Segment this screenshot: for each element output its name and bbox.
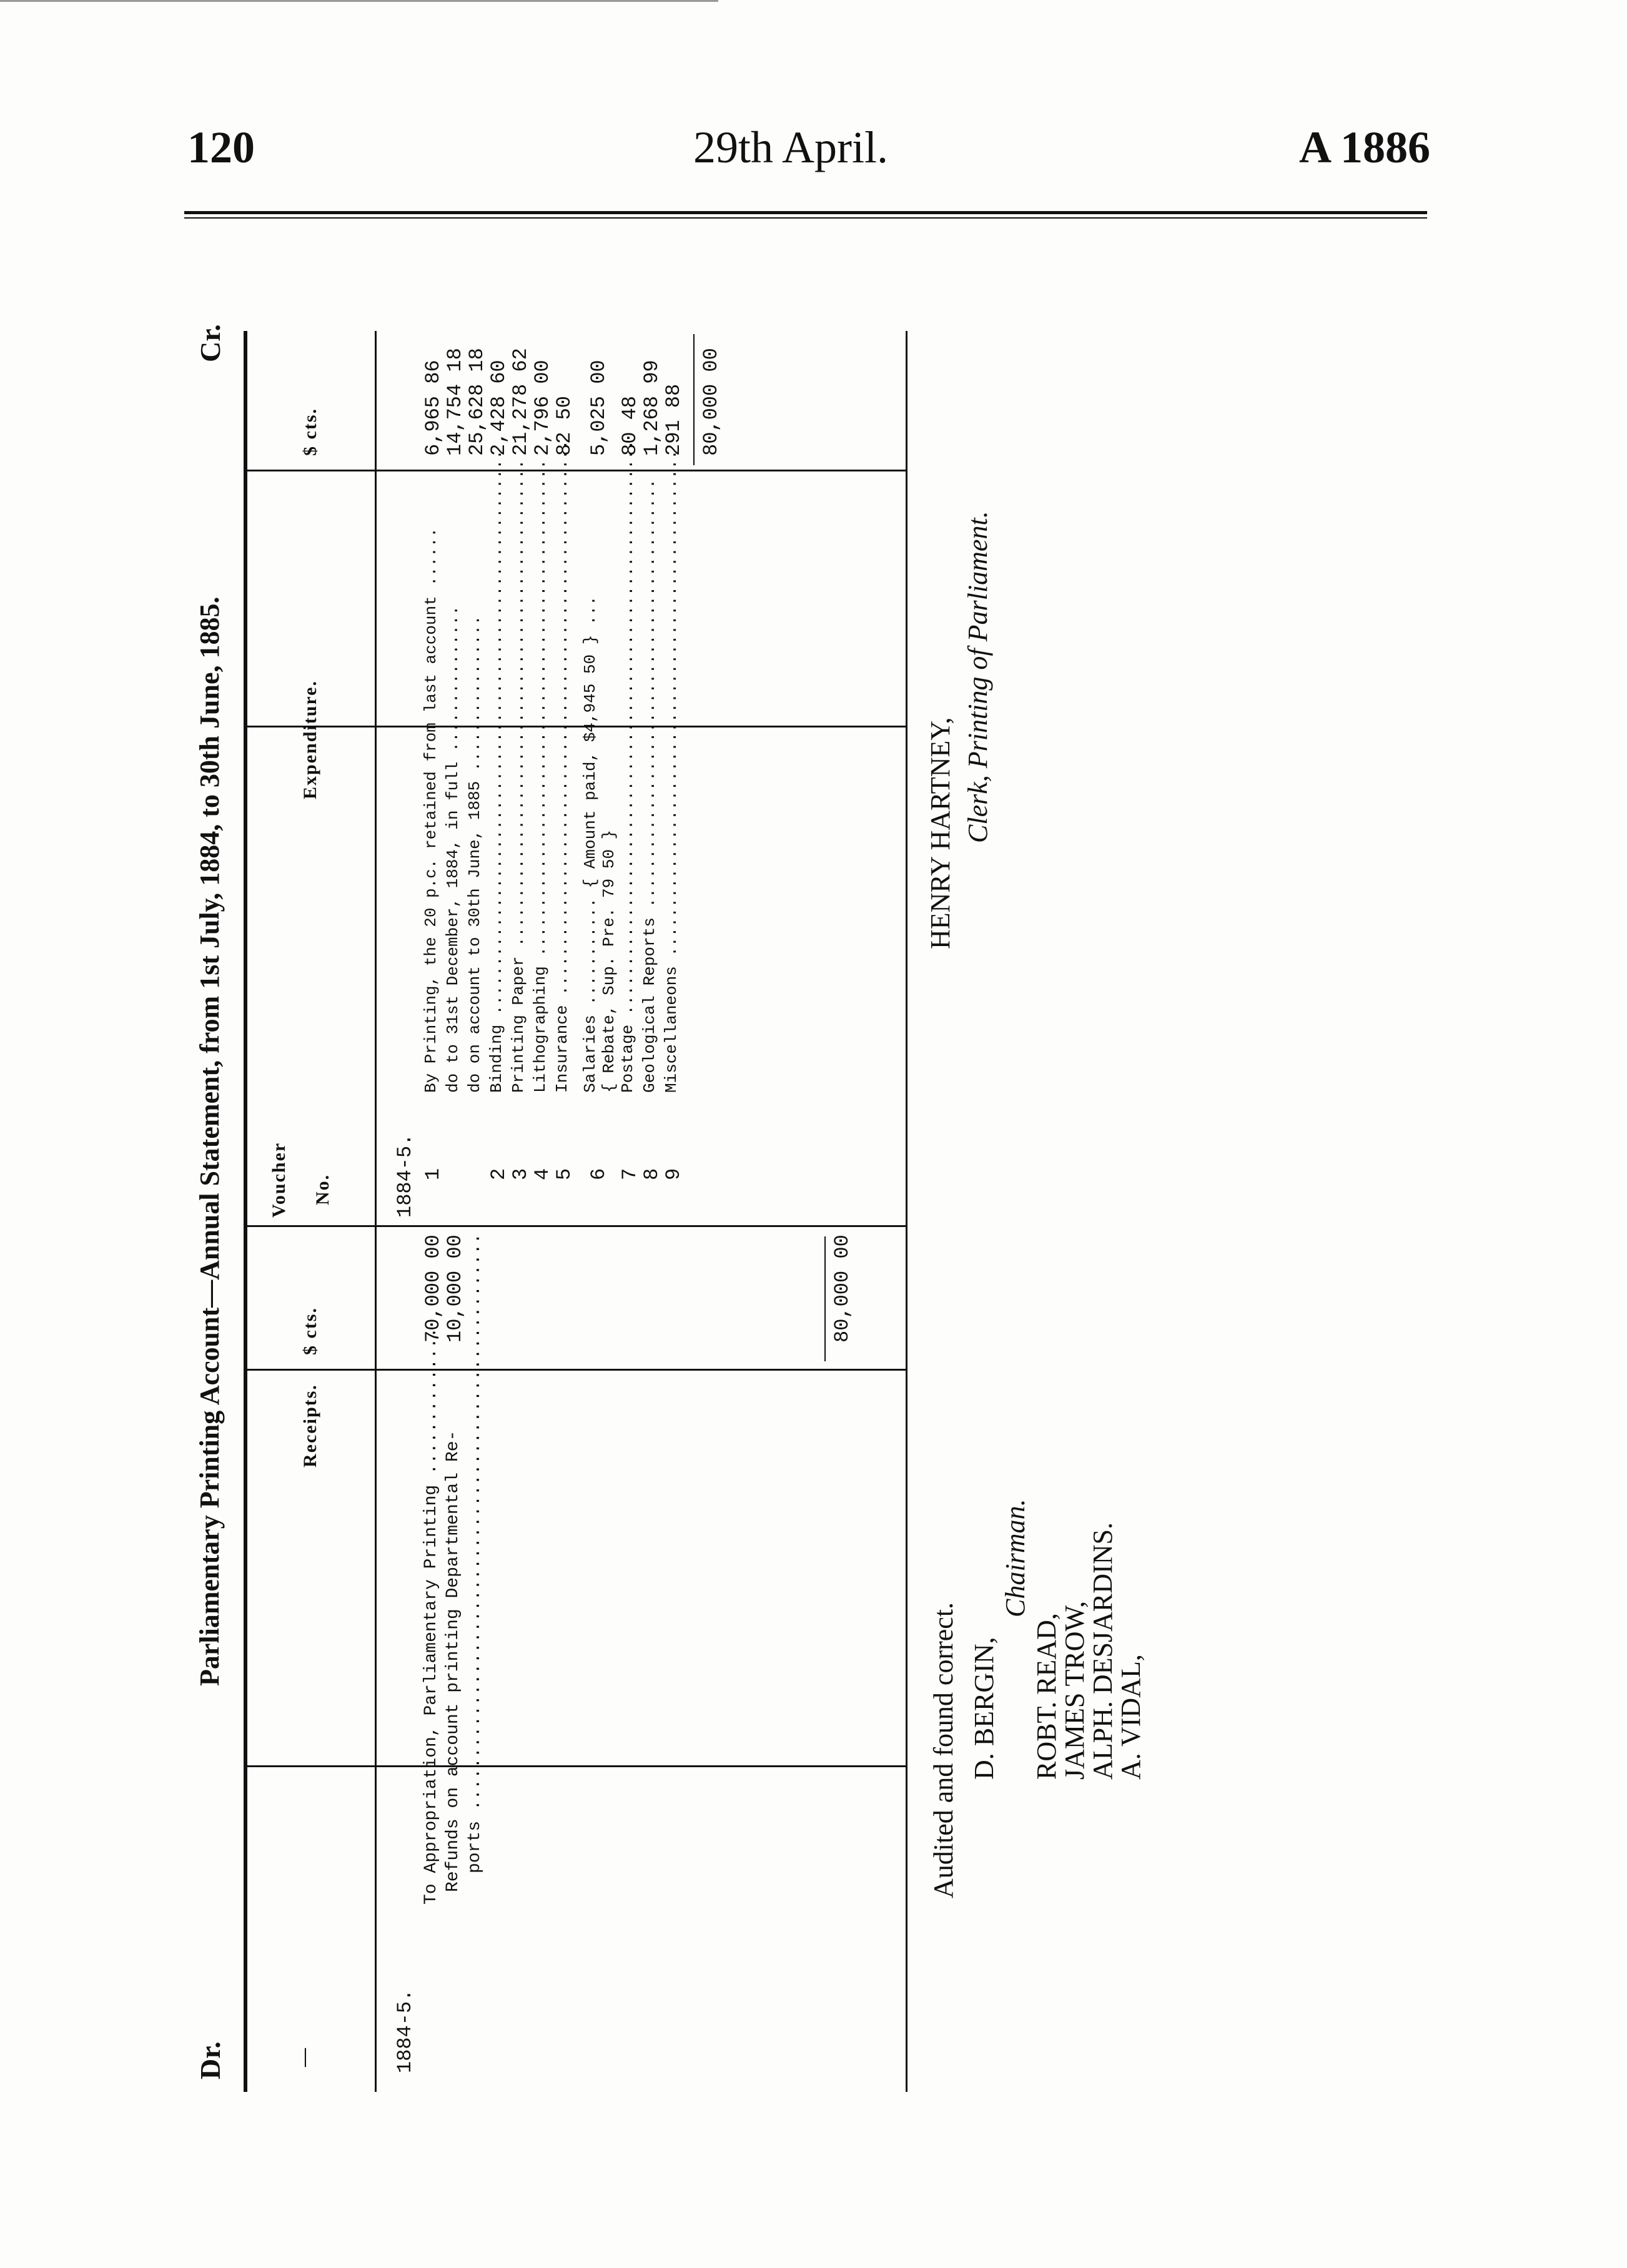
exp-line-8: Salaries ........... { Amount paid, $4,945 50 } ...	[581, 596, 600, 1093]
exp-line-6: Lithographing ...................................................	[531, 459, 550, 1093]
col-divider-1	[244, 1765, 906, 1767]
exp-line-2: do to 31st December, 1884, in full ...............	[443, 605, 462, 1093]
exp-line-9: { Rebate, Sup. Pre. 79 50 }	[600, 829, 618, 1093]
exp-amount-4: 2,428 60	[487, 360, 510, 456]
auditor-4: ALPH. DESJARDINS.	[1087, 1522, 1118, 1780]
voucher-9: 9	[662, 1168, 685, 1180]
col-divider-5	[244, 470, 906, 471]
receipt-line-3: ports .......................................................	[465, 1233, 485, 1873]
year-left: 1884-5.	[393, 1989, 417, 2073]
table-top-rule	[244, 331, 247, 2092]
clerk-title: Clerk, Printing of Parliament.	[962, 511, 993, 843]
exp-amount-2: 14,754 18	[443, 348, 467, 456]
exp-line-4: Binding ..........................................................	[487, 450, 506, 1093]
table-bottom-rule	[906, 331, 907, 2092]
voucher-1: 1	[422, 1168, 445, 1180]
exp-amount-1: 6,965 86	[422, 360, 445, 456]
exp-line-3: do on account to 30th June, 1885 ................	[465, 615, 484, 1093]
voucher-6: 6	[587, 1168, 610, 1180]
voucher-2: 2	[487, 1168, 510, 1180]
exp-amount-6: 2,796 00	[531, 360, 554, 456]
exp-amount-11: 1,268 99	[640, 360, 663, 456]
exp-amount-3: 25,628 18	[465, 348, 488, 456]
voucher-heading: Voucher	[269, 1141, 289, 1218]
table-head-rule	[375, 331, 377, 2092]
receipts-dollar-heading: $ cts.	[300, 1307, 320, 1355]
receipt-amount-1: 70,000 00	[422, 1235, 445, 1343]
expenditure-total-rule	[693, 334, 695, 465]
auditor-3: JAMES TROW,	[1059, 1600, 1090, 1780]
auditor-5: A. VIDAL,	[1115, 1654, 1146, 1780]
receipt-line-1: To Appropriation, Parliamentary Printing ..............	[422, 1327, 441, 1905]
voucher-8: 8	[640, 1168, 663, 1180]
statement-title: Parliamentary Printing Account—Annual Statement, from 1st July, 1884, to 30th June, 1885.	[194, 596, 225, 1686]
receipts-heading: Receipts.	[300, 1384, 320, 1467]
voucher-4: 4	[531, 1168, 554, 1180]
receipts-total-rule	[824, 1236, 826, 1361]
auditor-1-title: Chairman.	[1000, 1499, 1031, 1617]
exp-line-12: Miscellaneons ....................................................	[662, 450, 681, 1093]
receipt-amount-2: 10,000 00	[443, 1235, 467, 1343]
clerk-name: HENRY HARTNEY,	[925, 717, 956, 949]
receipt-line-2: Refunds on account printing Departmental Re-	[443, 1430, 463, 1892]
auditor-2: ROBT. READ,	[1031, 1613, 1062, 1780]
page-date: 29th April.	[693, 122, 889, 172]
exp-line-5: Printing Paper ..................................................	[509, 459, 528, 1093]
voucher-7: 7	[618, 1168, 641, 1180]
col-divider-4	[244, 726, 906, 727]
voucher-no-heading: No.	[312, 1173, 333, 1205]
exp-amount-7: 82 50	[553, 395, 576, 456]
exp-amount-10: 80 48	[618, 395, 641, 456]
page-number: 120	[187, 122, 255, 172]
audited-text: Audited and found correct.	[928, 1602, 959, 1898]
auditor-1: D. BERGIN,	[969, 1637, 999, 1780]
expenditure-dollar-heading: $ cts.	[300, 408, 320, 456]
page-year: A 1886	[1299, 122, 1431, 172]
exp-line-10: Postage ...........................................................	[618, 440, 637, 1093]
header-rule	[184, 211, 1427, 214]
year-voucher: 1884-5.	[393, 1133, 417, 1218]
exp-amount-5: 21,278 62	[509, 348, 532, 456]
top-border-line	[0, 0, 718, 2]
exp-amount-8: 5,025 00	[587, 360, 610, 456]
dash-heading: —	[294, 2047, 314, 2067]
col-divider-3	[244, 1225, 906, 1227]
col-divider-2	[244, 1369, 906, 1371]
voucher-3: 3	[509, 1168, 532, 1180]
receipts-total: 80,000 00	[831, 1235, 854, 1343]
rotated-account-table	[187, 219, 1146, 2092]
voucher-5: 5	[553, 1168, 576, 1180]
cr-label: Cr.	[194, 324, 226, 362]
expenditure-total: 80,000 00	[700, 348, 723, 456]
exp-line-1: By Printing, the 20 p.c. retained from last account ......	[422, 528, 440, 1093]
expenditure-heading: Expenditure.	[300, 680, 320, 799]
exp-line-7: Insurance .........................................................	[553, 440, 571, 1093]
exp-line-11: Geological Reports ............................................	[640, 479, 659, 1093]
dr-label: Dr.	[194, 2041, 226, 2079]
exp-amount-12: 291 88	[662, 383, 685, 456]
